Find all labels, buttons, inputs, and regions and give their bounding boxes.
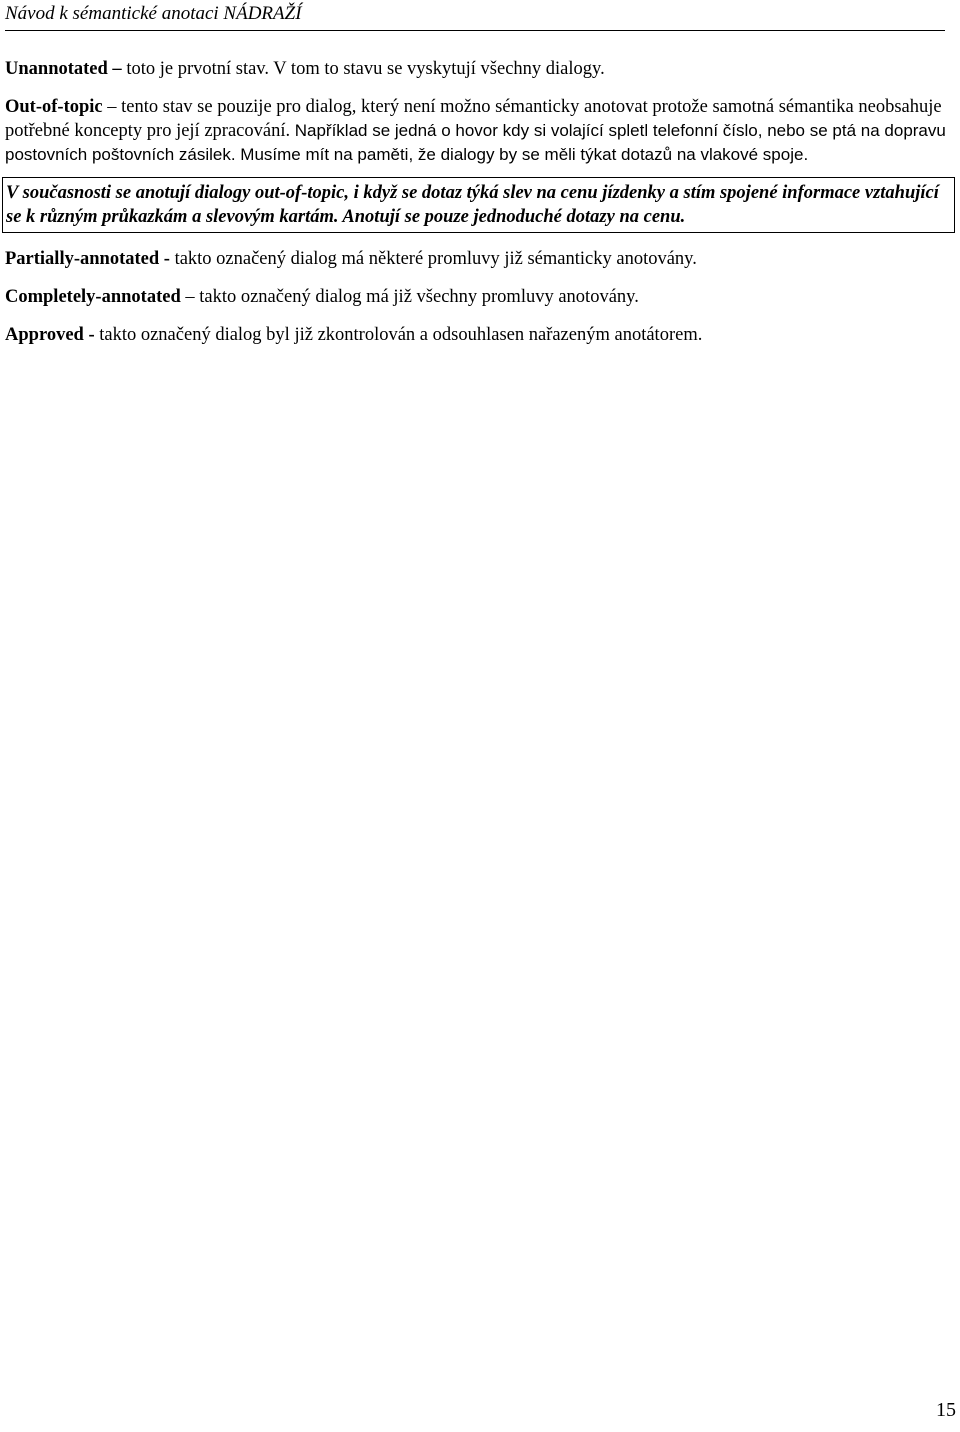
page-number: 15 xyxy=(936,1399,956,1421)
text-approved: takto označený dialog byl již zkontrolován a odsouhlasen nařazeným anotátorem. xyxy=(94,325,703,345)
page-header xyxy=(5,2,945,31)
text-out-of-topic-example: Například se jedná o hovor kdy si volající spletl telefonní číslo, nebo se ptá na dopravu postovních poštovních zásilek. Musíme mít na paměti, že dialogy by se měli týkat dotazů na vlakové spoje. xyxy=(5,121,946,164)
text-partially-annotated: takto označený dialog má některé promluvy již sémanticky anotovány. xyxy=(169,249,697,269)
term-partially-annotated: Partially-annotated - xyxy=(5,249,170,269)
document-body xyxy=(5,57,950,361)
paragraph-completely-annotated xyxy=(5,285,950,309)
text-unannotated: toto je prvotní stav. V tom to stavu se vyskytují všechny dialogy. xyxy=(121,59,605,79)
paragraph-partially-annotated xyxy=(5,247,950,271)
paragraph-out-of-topic xyxy=(5,95,950,167)
term-completely-annotated: Completely-annotated xyxy=(5,287,181,307)
paragraph-unannotated xyxy=(5,57,950,81)
note-box-text: V současnosti se anotují dialogy out-of-topic, i když se dotaz týká slev na cenu jízdenky a stím spojené informace vztahující se k různým průkazkám a slevovým kartám. Anotují se pouze jednoduché dotazy na cenu. xyxy=(6,183,939,227)
paragraph-approved xyxy=(5,323,950,347)
term-out-of-topic: Out-of-topic xyxy=(5,97,103,117)
note-box xyxy=(2,177,955,233)
text-completely-annotated: – takto označený dialog má již všechny promluvy anotovány. xyxy=(180,287,639,307)
text-out-of-topic: – tento stav se pouzije pro dialog, který není možno sémanticky anotovat protože samotná sémantika neobsahuje potřebné koncepty pro její zpracování. xyxy=(5,97,942,141)
term-approved: Approved - xyxy=(5,325,95,345)
document-title: Návod k sémantické anotaci NÁDRAŽÍ xyxy=(5,3,302,24)
term-unannotated: Unannotated – xyxy=(5,59,122,79)
